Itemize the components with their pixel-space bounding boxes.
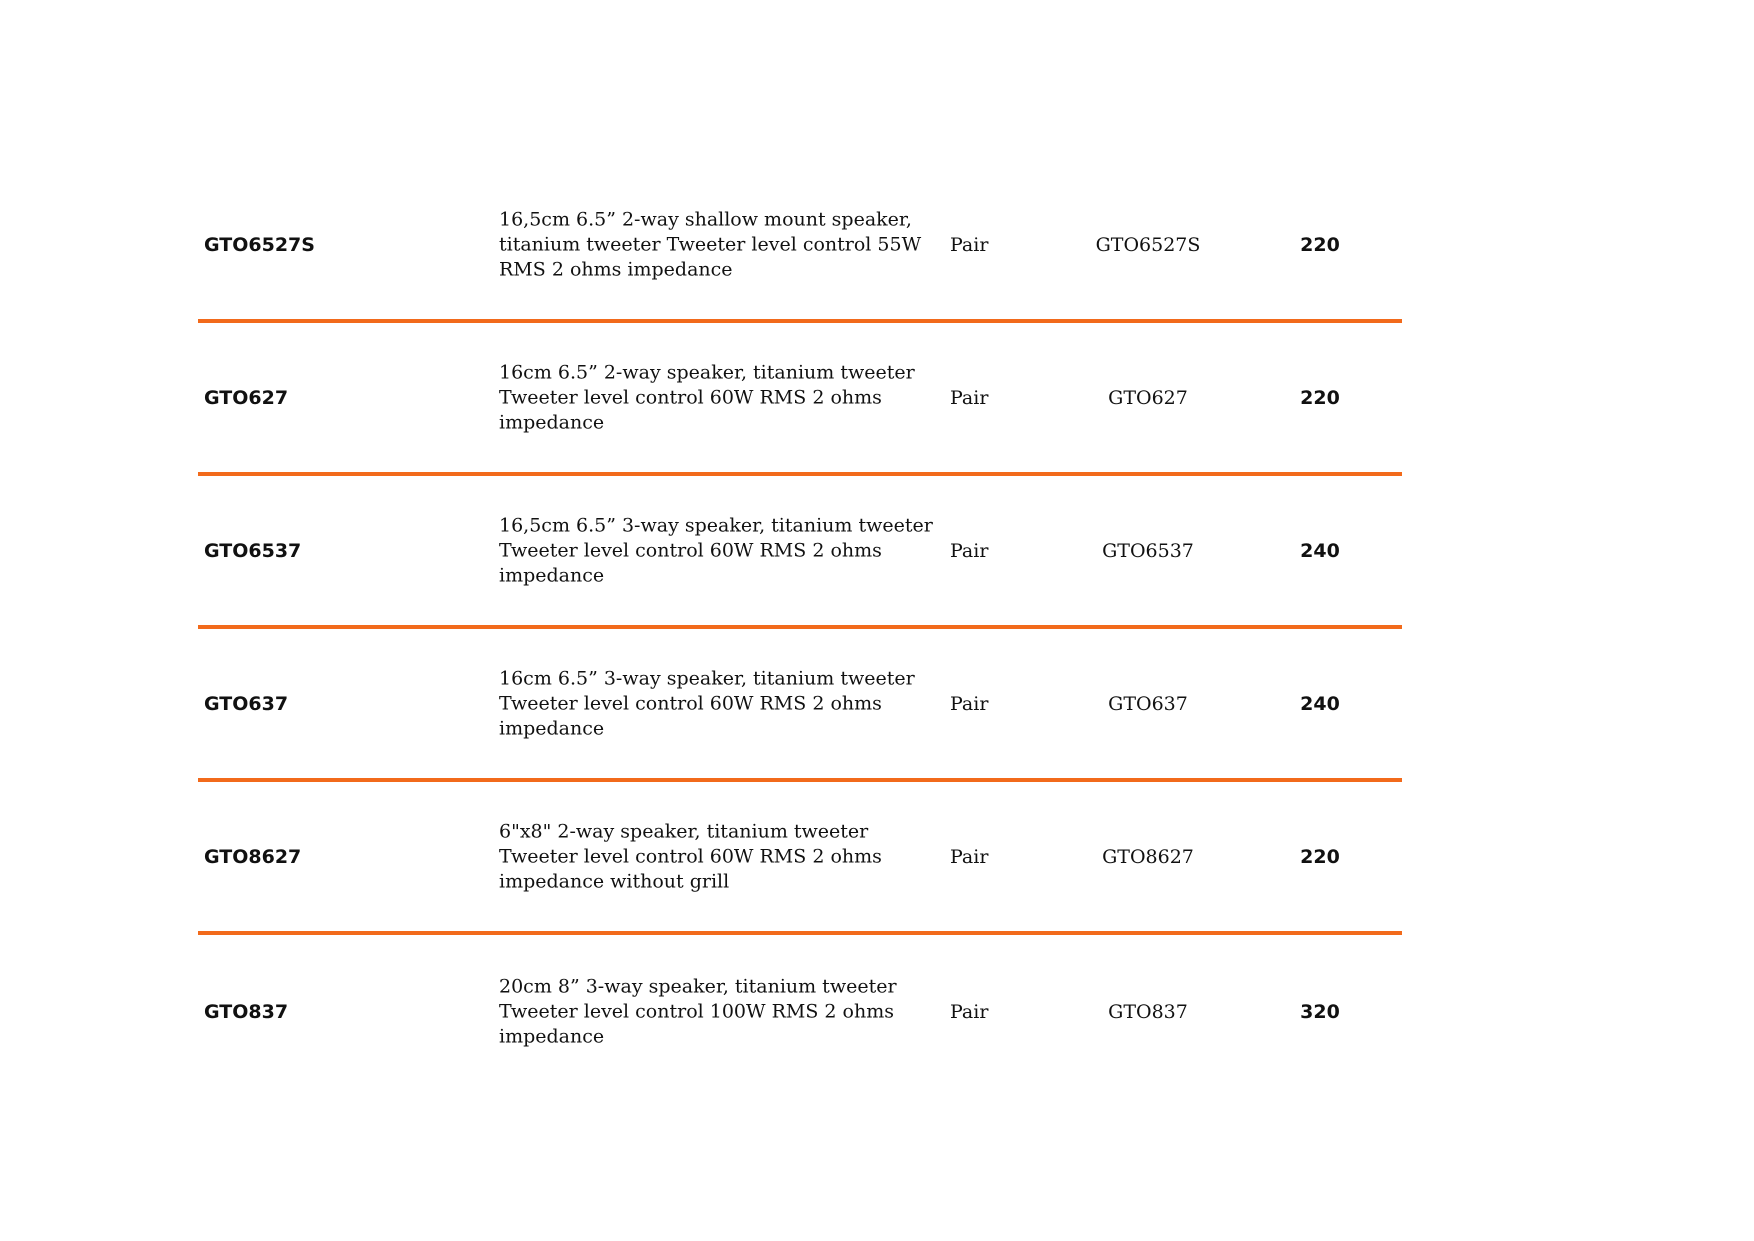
product-code: GTO627 <box>1108 386 1188 409</box>
table-row <box>198 782 1402 935</box>
sales-unit: Pair <box>950 233 989 256</box>
sales-unit: Pair <box>950 386 989 409</box>
product-price: 240 <box>1300 692 1340 715</box>
product-price: 320 <box>1300 1000 1340 1023</box>
table-row <box>198 935 1402 1088</box>
table-row <box>198 476 1402 629</box>
product-price: 240 <box>1300 539 1340 562</box>
product-description: 16,5cm 6.5” 3-way speaker, titanium tweeter Tweeter level control 60W RMS 2 ohms impedance <box>499 514 933 586</box>
product-description: 16,5cm 6.5” 2-way shallow mount speaker, titanium tweeter Tweeter level control 55W RMS 2 ohms impedance <box>499 208 922 280</box>
product-code: GTO637 <box>1108 692 1188 715</box>
product-price: 220 <box>1300 233 1340 256</box>
model-name: GTO837 <box>204 1000 289 1023</box>
sales-unit: Pair <box>950 1000 989 1023</box>
product-description: 16cm 6.5” 2-way speaker, titanium tweeter Tweeter level control 60W RMS 2 ohms impedance <box>499 361 915 433</box>
sales-unit: Pair <box>950 845 989 868</box>
model-name: GTO627 <box>204 386 289 409</box>
product-description: 16cm 6.5” 3-way speaker, titanium tweeter Tweeter level control 60W RMS 2 ohms impedance <box>499 667 915 739</box>
model-name: GTO6537 <box>204 539 302 562</box>
product-code: GTO8627 <box>1102 845 1194 868</box>
product-price-table <box>198 170 1402 1088</box>
product-price: 220 <box>1300 386 1340 409</box>
sales-unit: Pair <box>950 539 989 562</box>
product-code: GTO837 <box>1108 1000 1188 1023</box>
model-name: GTO637 <box>204 692 289 715</box>
model-name: GTO8627 <box>204 845 302 868</box>
product-description: 6"x8" 2-way speaker, titanium tweeter Tweeter level control 60W RMS 2 ohms impedance without grill <box>499 820 882 892</box>
product-code: GTO6527S <box>1095 233 1201 256</box>
table-row <box>198 629 1402 782</box>
table-row <box>198 323 1402 476</box>
product-description: 20cm 8” 3-way speaker, titanium tweeter Tweeter level control 100W RMS 2 ohms impedance <box>499 975 897 1047</box>
table-row <box>198 170 1402 323</box>
product-price: 220 <box>1300 845 1340 868</box>
product-code: GTO6537 <box>1102 539 1194 562</box>
model-name: GTO6527S <box>204 233 315 256</box>
sales-unit: Pair <box>950 692 989 715</box>
